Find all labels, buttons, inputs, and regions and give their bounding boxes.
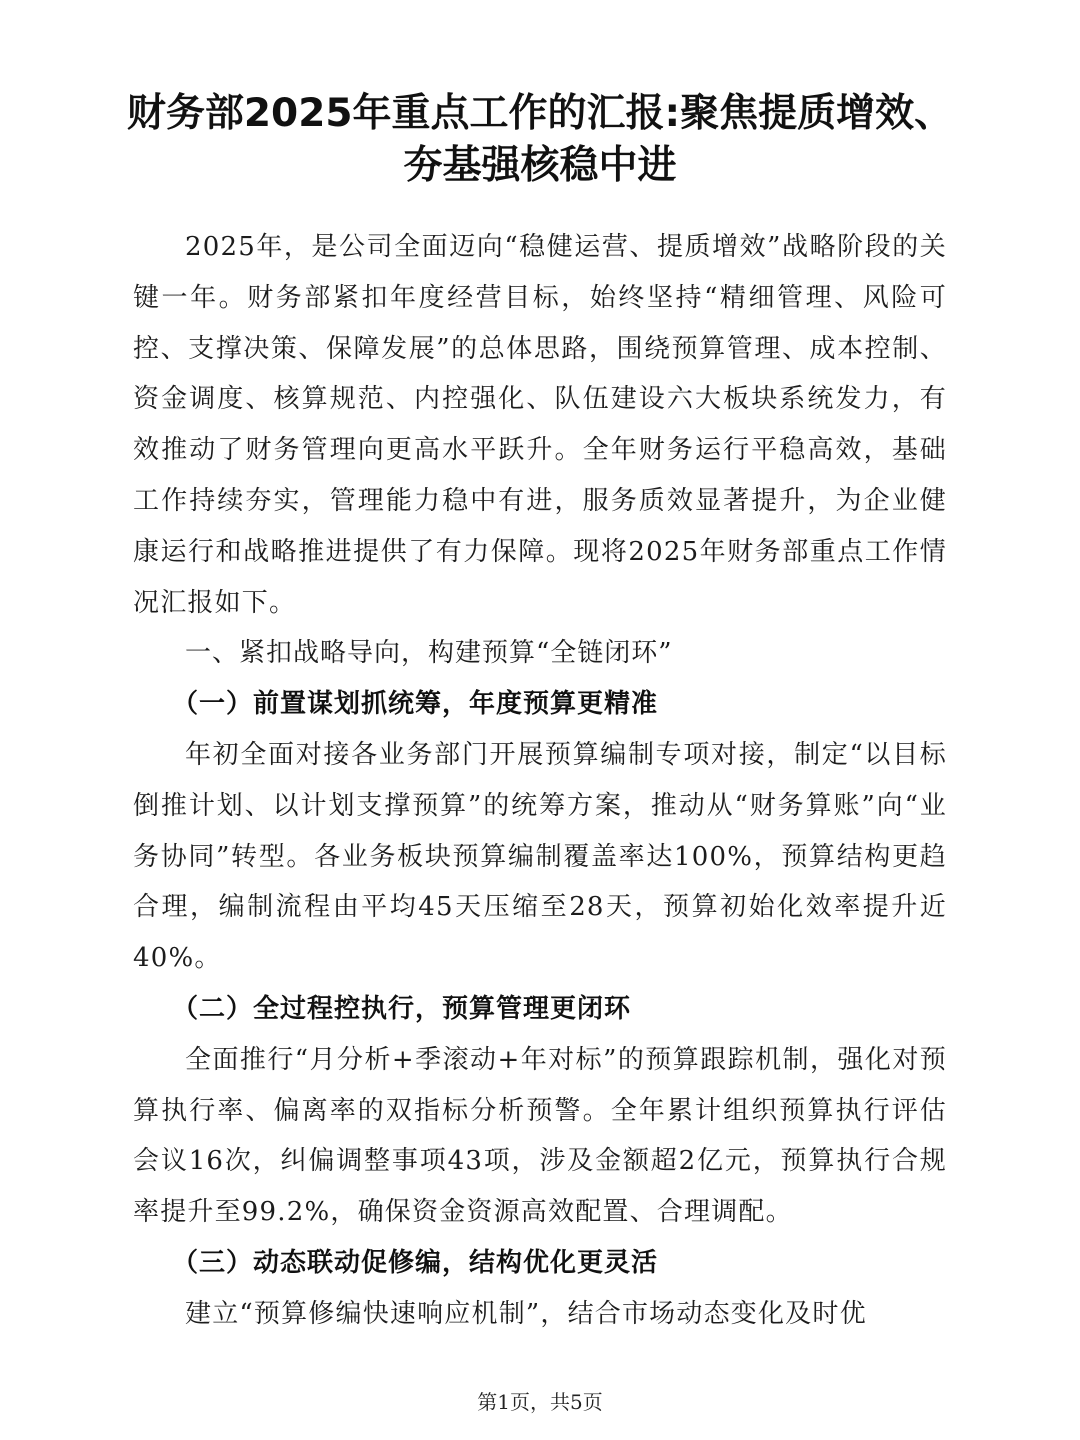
subsection-heading-3: （三）动态联动促修编，结构优化更灵活	[172, 1247, 659, 1278]
intro-paragraph: 2025年，是公司全面迈向“稳健运营、提质增效”战略阶段的关键一年。财务部紧扣年度经营目标，始终坚持“精细管理、风险可控、支撑决策、保障发展”的总体思路，围绕预算管理、成本控制、资金调度、核算规范、内控强化、队伍建设六大板块系统发力，有效推动了财务管理向更高水平跃升。全年财务运行平稳高效，基础工作持续夯实，管理能力稳中有进，服务质效显著提升，为企业健康运行和战略推进提供了有力保障。现将2025年财务部重点工作情况汇报如下。	[133, 232, 947, 618]
subsection-body-3: 建立“预算修编快速响应机制”，结合市场动态变化及时优	[185, 1298, 867, 1329]
title-line-1: 财务部2025年重点工作的汇报:聚焦提质增效、	[126, 91, 954, 136]
document-title	[90, 88, 990, 192]
subsection-heading-1: （一）前置谋划抓统筹，年度预算更精准	[172, 689, 659, 720]
title-line-2: 夯基强核稳中进	[403, 143, 677, 188]
document-body	[133, 222, 947, 1340]
subsection-body-1: 年初全面对接各业务部门开展预算编制专项对接，制定“以目标倒推计划、以计划支撑预算”的统筹方案，推动从“财务算账”向“业务协同”转型。各业务板块预算编制覆盖率达100%，预算结构更趋合理，编制流程由平均45天压缩至28天，预算初始化效率提升近40%。	[133, 739, 947, 974]
subsection-body-2: 全面推行“月分析+季滚动+年对标”的预算跟踪机制，强化对预算执行率、偏离率的双指标分析预警。全年累计组织预算执行评估会议16次，纠偏调整事项43项，涉及金额超2亿元，预算执行合规率提升至99.2%，确保资金资源高效配置、合理调配。	[133, 1044, 947, 1228]
section-heading-1: 一、紧扣战略导向，构建预算“全链闭环”	[185, 638, 673, 669]
subsection-heading-2: （二）全过程控执行，预算管理更闭环	[172, 993, 632, 1024]
page-footer: 第1页，共5页	[477, 1390, 603, 1414]
